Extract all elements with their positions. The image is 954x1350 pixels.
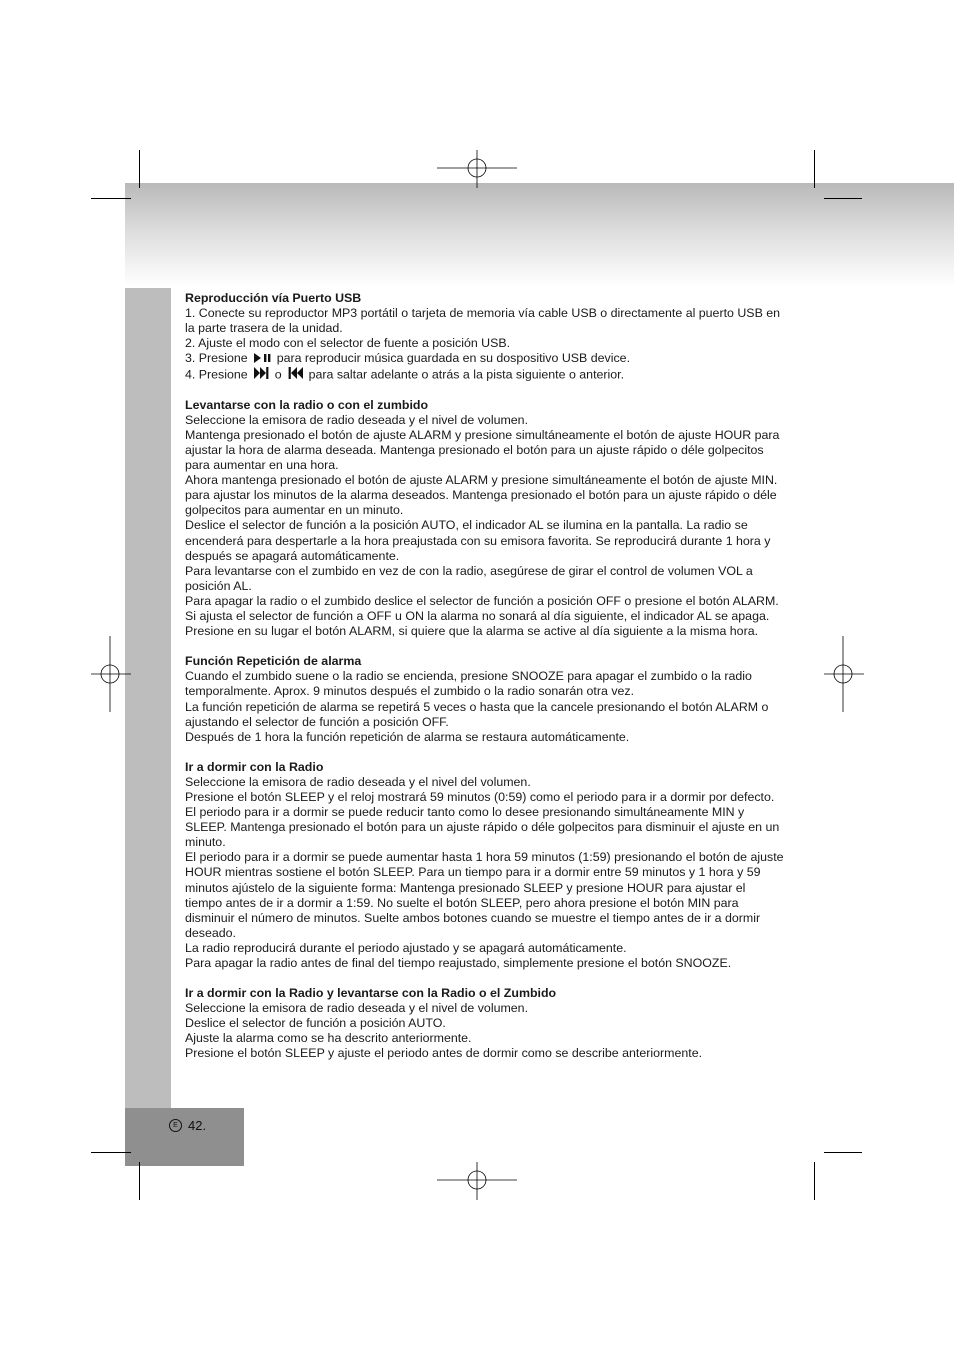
side-bar <box>125 288 171 1110</box>
text-line: 1. Conecte su reproductor MP3 portátil o tarjeta de memoria vía cable USB o directamente al puerto USB en <box>185 306 781 321</box>
text-line: temporalmente. Aprox. 9 minutos después el zumbido o la radio sonarán otra vez. <box>185 684 635 699</box>
text-line: Seleccione la emisora de radio deseada y el nivel de volumen. <box>185 1001 529 1016</box>
skip-back-icon <box>288 367 303 383</box>
text-line: encenderá para despertarle a la hora preajustada con su emisora favorita. Se reproducirá durante 1 hora y <box>185 533 771 548</box>
registration-mark-icon <box>824 636 864 712</box>
text-line: ajustar la hora de alarma deseada. Mantenga presionado el botón para un ajuste rápido o déle golpecitos <box>185 443 764 458</box>
line-text: 3. Presione <box>185 351 248 366</box>
page-number-text: 42. <box>188 1118 207 1133</box>
manual-section <box>185 291 810 383</box>
manual-section <box>185 760 810 971</box>
text-line: minuto. <box>185 835 226 850</box>
text-line: Para apagar la radio antes de final del tiempo reajustado, simplemente presione el botón SNOOZE. <box>185 956 732 971</box>
crop-mark <box>814 1162 815 1200</box>
text-line: Para apagar la radio o el zumbido deslice el selector de función a posición OFF o presione el botón ALARM. <box>185 593 779 608</box>
text-line: deseado. <box>185 925 236 940</box>
text-line: disminuir el número de minutos. Suelte ambos botones cuando se muestre el tiempo antes de ir a dormir <box>185 910 761 925</box>
text-line: posición AL. <box>185 578 252 593</box>
manual-section <box>185 398 810 640</box>
crop-mark <box>139 1162 140 1200</box>
text-line: Si ajusta el selector de función a OFF u ON la alarma no sonará al día siguiente, el indicador AL se apaga. <box>185 609 770 624</box>
text-line: ajustando el selector de función a posición OFF. <box>185 714 449 729</box>
play-pause-icon <box>254 352 271 367</box>
section-title: Reproducción vía Puerto USB <box>185 291 362 305</box>
text-line: Para levantarse con el zumbido en vez de con la radio, asegúrese de girar el control de volumen VOL a <box>185 563 753 578</box>
line-text: para saltar adelante o atrás a la pista siguiente o anterior. <box>308 366 625 381</box>
text-line: tiempo antes de ir a dormir a 1:59. No suelte el botón SLEEP, pero ahora presione el botón MIN para <box>185 895 739 910</box>
text-line: Ahora mantenga presionado el botón de ajuste ALARM y presione simultáneamente el botón de ajuste MIN. <box>185 473 778 488</box>
registration-mark-icon <box>437 150 517 188</box>
section-title: Función Repetición de alarma <box>185 654 362 669</box>
text-line: 2. Ajuste el modo con el selector de fuente a posición USB. <box>185 336 511 351</box>
crop-mark <box>91 1152 131 1153</box>
text-line: SLEEP. Mantenga presionado el botón para un ajuste rápido o déle golpecitos para disminuir el ajuste en un <box>185 820 780 835</box>
text-line: HOUR mientras sostiene el botón SLEEP. Para un tiempo para ir a dormir entre 59 minutos y 1 hora y 59 <box>185 865 761 880</box>
text-line <box>185 367 810 383</box>
text-line: Presione en su lugar el botón ALARM, si quiere que la alarma se active al día siguiente a la misma hora. <box>185 624 759 639</box>
text-line: Seleccione la emisora de radio deseada y el nivel de volumen. <box>185 412 529 427</box>
section-title: Ir a dormir con la Radio <box>185 759 324 774</box>
text-line: El periodo para ir a dormir se puede aumentar hasta 1 hora 59 minutos (1:59) presionando el botón de ajuste <box>185 850 784 865</box>
text-line: la parte trasera de la unidad. <box>185 321 343 336</box>
text-line: Deslice el selector de función a la posición AUTO, el indicador AL se ilumina en la pantalla. La radio se <box>185 518 748 533</box>
text-line: Después de 1 hora la función repetición de alarma se restaura automáticamente. <box>185 729 630 744</box>
text-line: El periodo para ir a dormir se puede reducir tanto como lo desee presionando simultáneamente MIN y <box>185 805 745 820</box>
text-line: golpecitos para aumentar en un minuto. <box>185 503 404 518</box>
text-line: Deslice el selector de función a posición AUTO. <box>185 1016 446 1031</box>
text-line: para aumentar en una hora. <box>185 458 339 473</box>
crop-mark <box>824 198 862 199</box>
page-number-tab <box>125 1108 244 1166</box>
section-title: Levantarse con la radio o con el zumbido <box>185 397 429 412</box>
text-line: La función repetición de alarma se repetirá 5 veces o hasta que la cancele presionando el botón ALARM o <box>185 699 769 714</box>
section-title: Ir a dormir con la Radio y levantarse con la Radio o el Zumbido <box>185 986 557 1001</box>
text-line <box>185 351 810 366</box>
text-line: minutos ajústelo de la siguiente forma: Mantenga presionado SLEEP y presione HOUR para ajustar el <box>185 880 746 895</box>
text-line: para ajustar los minutos de la alarma deseados. Mantenga presionado el botón para un ajuste rápido o déle <box>185 488 777 503</box>
registration-mark-icon <box>437 1162 517 1200</box>
line-text: 4. Presione <box>185 366 248 381</box>
page-number <box>169 1118 206 1133</box>
text-line: Seleccione la emisora de radio deseada y el nivel del volumen. <box>185 774 531 789</box>
registration-mark-icon <box>91 636 131 712</box>
manual-section <box>185 986 810 1061</box>
text-line: Presione el botón SLEEP y ajuste el periodo antes de dormir como se describe anteriormente. <box>185 1046 703 1061</box>
crop-mark <box>824 1152 862 1153</box>
crop-mark <box>814 150 815 188</box>
text-line: después se apagará automáticamente. <box>185 548 400 563</box>
skip-forward-icon <box>254 367 269 383</box>
text-line: Ajuste la alarma como se ha descrito anteriormente. <box>185 1031 472 1046</box>
crop-mark <box>139 150 140 188</box>
line-text: o <box>274 366 282 381</box>
crop-mark <box>91 198 131 199</box>
text-line: Presione el botón SLEEP y el reloj mostrará 59 minutos (0:59) como el periodo para ir a dormir por defecto. <box>185 789 775 804</box>
line-text: para reproducir música guardada en su dospositivo USB device. <box>276 351 631 366</box>
language-badge: E <box>169 1119 182 1132</box>
text-line: Cuando el zumbido suene o la radio se encienda, presione SNOOZE para apagar el zumbido o la radio <box>185 669 752 684</box>
manual-content <box>185 291 810 1077</box>
text-line: Mantenga presionado el botón de ajuste ALARM y presione simultáneamente el botón de ajuste HOUR para <box>185 427 780 442</box>
text-line: La radio reproducirá durante el periodo ajustado y se apagará automáticamente. <box>185 940 627 955</box>
manual-section <box>185 654 810 745</box>
